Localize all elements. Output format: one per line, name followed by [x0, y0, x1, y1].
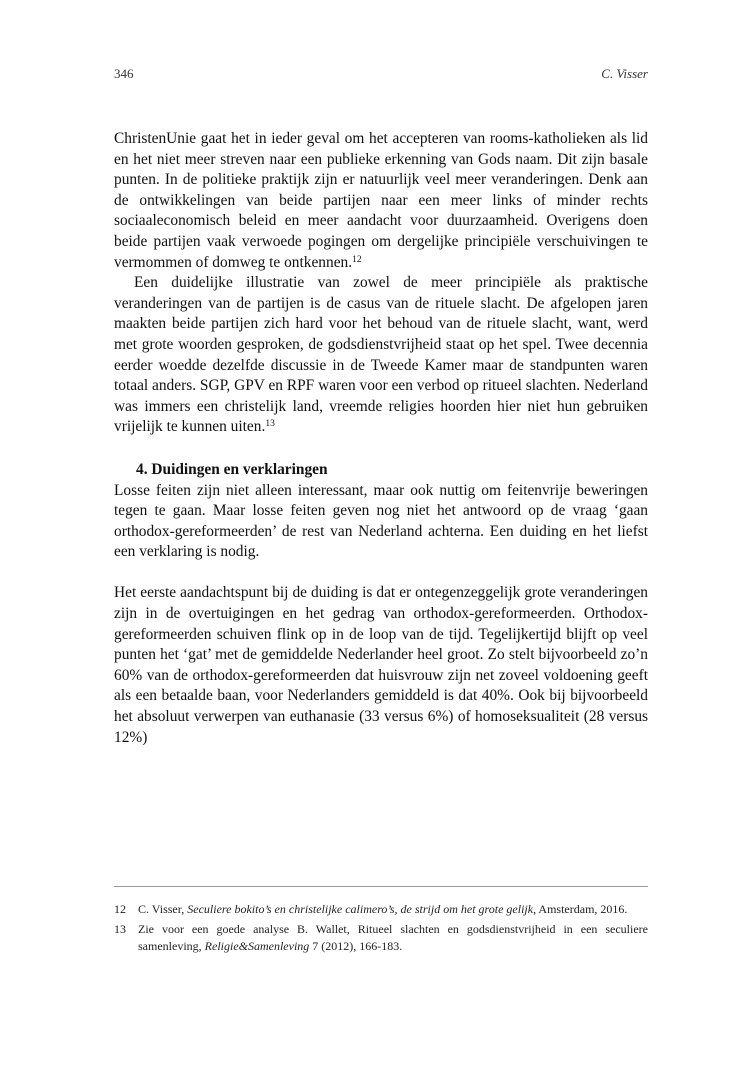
footnote-12: [114, 901, 648, 919]
paragraph-2-text: Een duidelijke illustratie van zowel de meer principiële als praktische veranderingen van de partijen is de casus van de rituele slacht. De afgelopen jaren maakten beide partijen zich hard voor het behoud van de rituele slacht, want, werd met grote woorden gesproken, de godsdienstvrijheid staat op het spel. Twee decennia eerder woedde dezelfde discussie in de Tweede Kamer maar de standpunten waren totaal anders. SGP, GPV en RPF waren voor een verbod op ritueel slachten. Nederland was immers een christelijk land, vreemde religies hoorden hier niet hun gebruiken vrijelijk te kunnen uiten.: [114, 274, 648, 436]
footnote-number: 12: [114, 902, 126, 916]
page-number: 346: [114, 66, 134, 81]
footnote-text-end: 7 (2012), 166-183.: [309, 939, 403, 953]
footnote-text: C. Visser,: [138, 902, 188, 916]
paragraph-4: Het eerste aandachtspunt bij de duiding is dat er ontegenzeggelijk grote veranderingen zijn in de overtuigingen en het gedrag van orthodox-gereformeerden. Orthodox-gereformeerden schuiven flink op in de loop van de tijd. Tegelijkertijd blijft op veel punten het ‘gat’ met de gemiddelde Nederlander heel groot. Zo stelt bijvoorbeeld zo’n 60% van de orthodox-gereformeerden dat huisvrouw zijn net zoveel voldoening geeft als een betaalde baan, voor Nederlanders gemiddeld is dat 40%. Ook bij bijvoorbeeld het absoluut verwerpen van euthanasie (33 versus 6%) of homoseksualiteit (28 versus 12%): [114, 584, 648, 746]
footnote-number: 13: [114, 921, 126, 936]
footnote-13: [114, 921, 648, 956]
paragraph-1-text: ChristenUnie gaat het in ieder geval om het accepteren van rooms-katholieken als lid en het niet meer streven naar een publieke erkenning van Gods naam. Dit zijn basale punten. In de politieke praktijk zijn er natuurlijk veel meer veranderingen. Denk aan de ontwikkelingen van beide partijen naar een meer links of minder rechts sociaaleconomisch beleid en meer aandacht voor duurzaamheid. Overigens doen beide partijen vaak verwoede pogingen om dergelijke principiële verschuivingen te vermommen of domweg te ontkennen.: [114, 130, 648, 271]
footnote-ref-12[interactable]: 12: [352, 254, 362, 265]
footnote-title: Religie&Samenleving: [204, 939, 310, 953]
footnote-text: Zie voor een goede analyse B. Wallet, Ritueel slachten en godsdienstvrijheid in een seculiere samenleving,: [138, 921, 648, 953]
paragraph-3: Losse feiten zijn niet alleen interessant, maar ook nuttig om feitenvrije beweringen tegen te gaan. Maar losse feiten geven nog niet het antwoord op de vraag ‘gaan orthodox-gereformeerden’ de rest van Nederland achterna. Een duiding en het liefst een verklaring is nodig.: [114, 481, 648, 561]
footnotes: [114, 901, 648, 958]
footnote-divider: [114, 886, 648, 887]
footnote-title: Seculiere bokito’s en christelijke calimero’s, de strijd om het grote gelijk: [187, 902, 534, 916]
footnote-ref-13[interactable]: 13: [265, 419, 275, 430]
paragraph-gap: [114, 563, 648, 584]
paragraph-1: [114, 129, 648, 273]
section-heading: 4. Duidingen en verklaringen: [136, 460, 328, 478]
footnote-text-end: , Amsterdam, 2016.: [533, 902, 628, 916]
paragraph-2: [114, 273, 648, 438]
body-text: [114, 129, 648, 748]
running-head: C. Visser: [601, 66, 648, 81]
